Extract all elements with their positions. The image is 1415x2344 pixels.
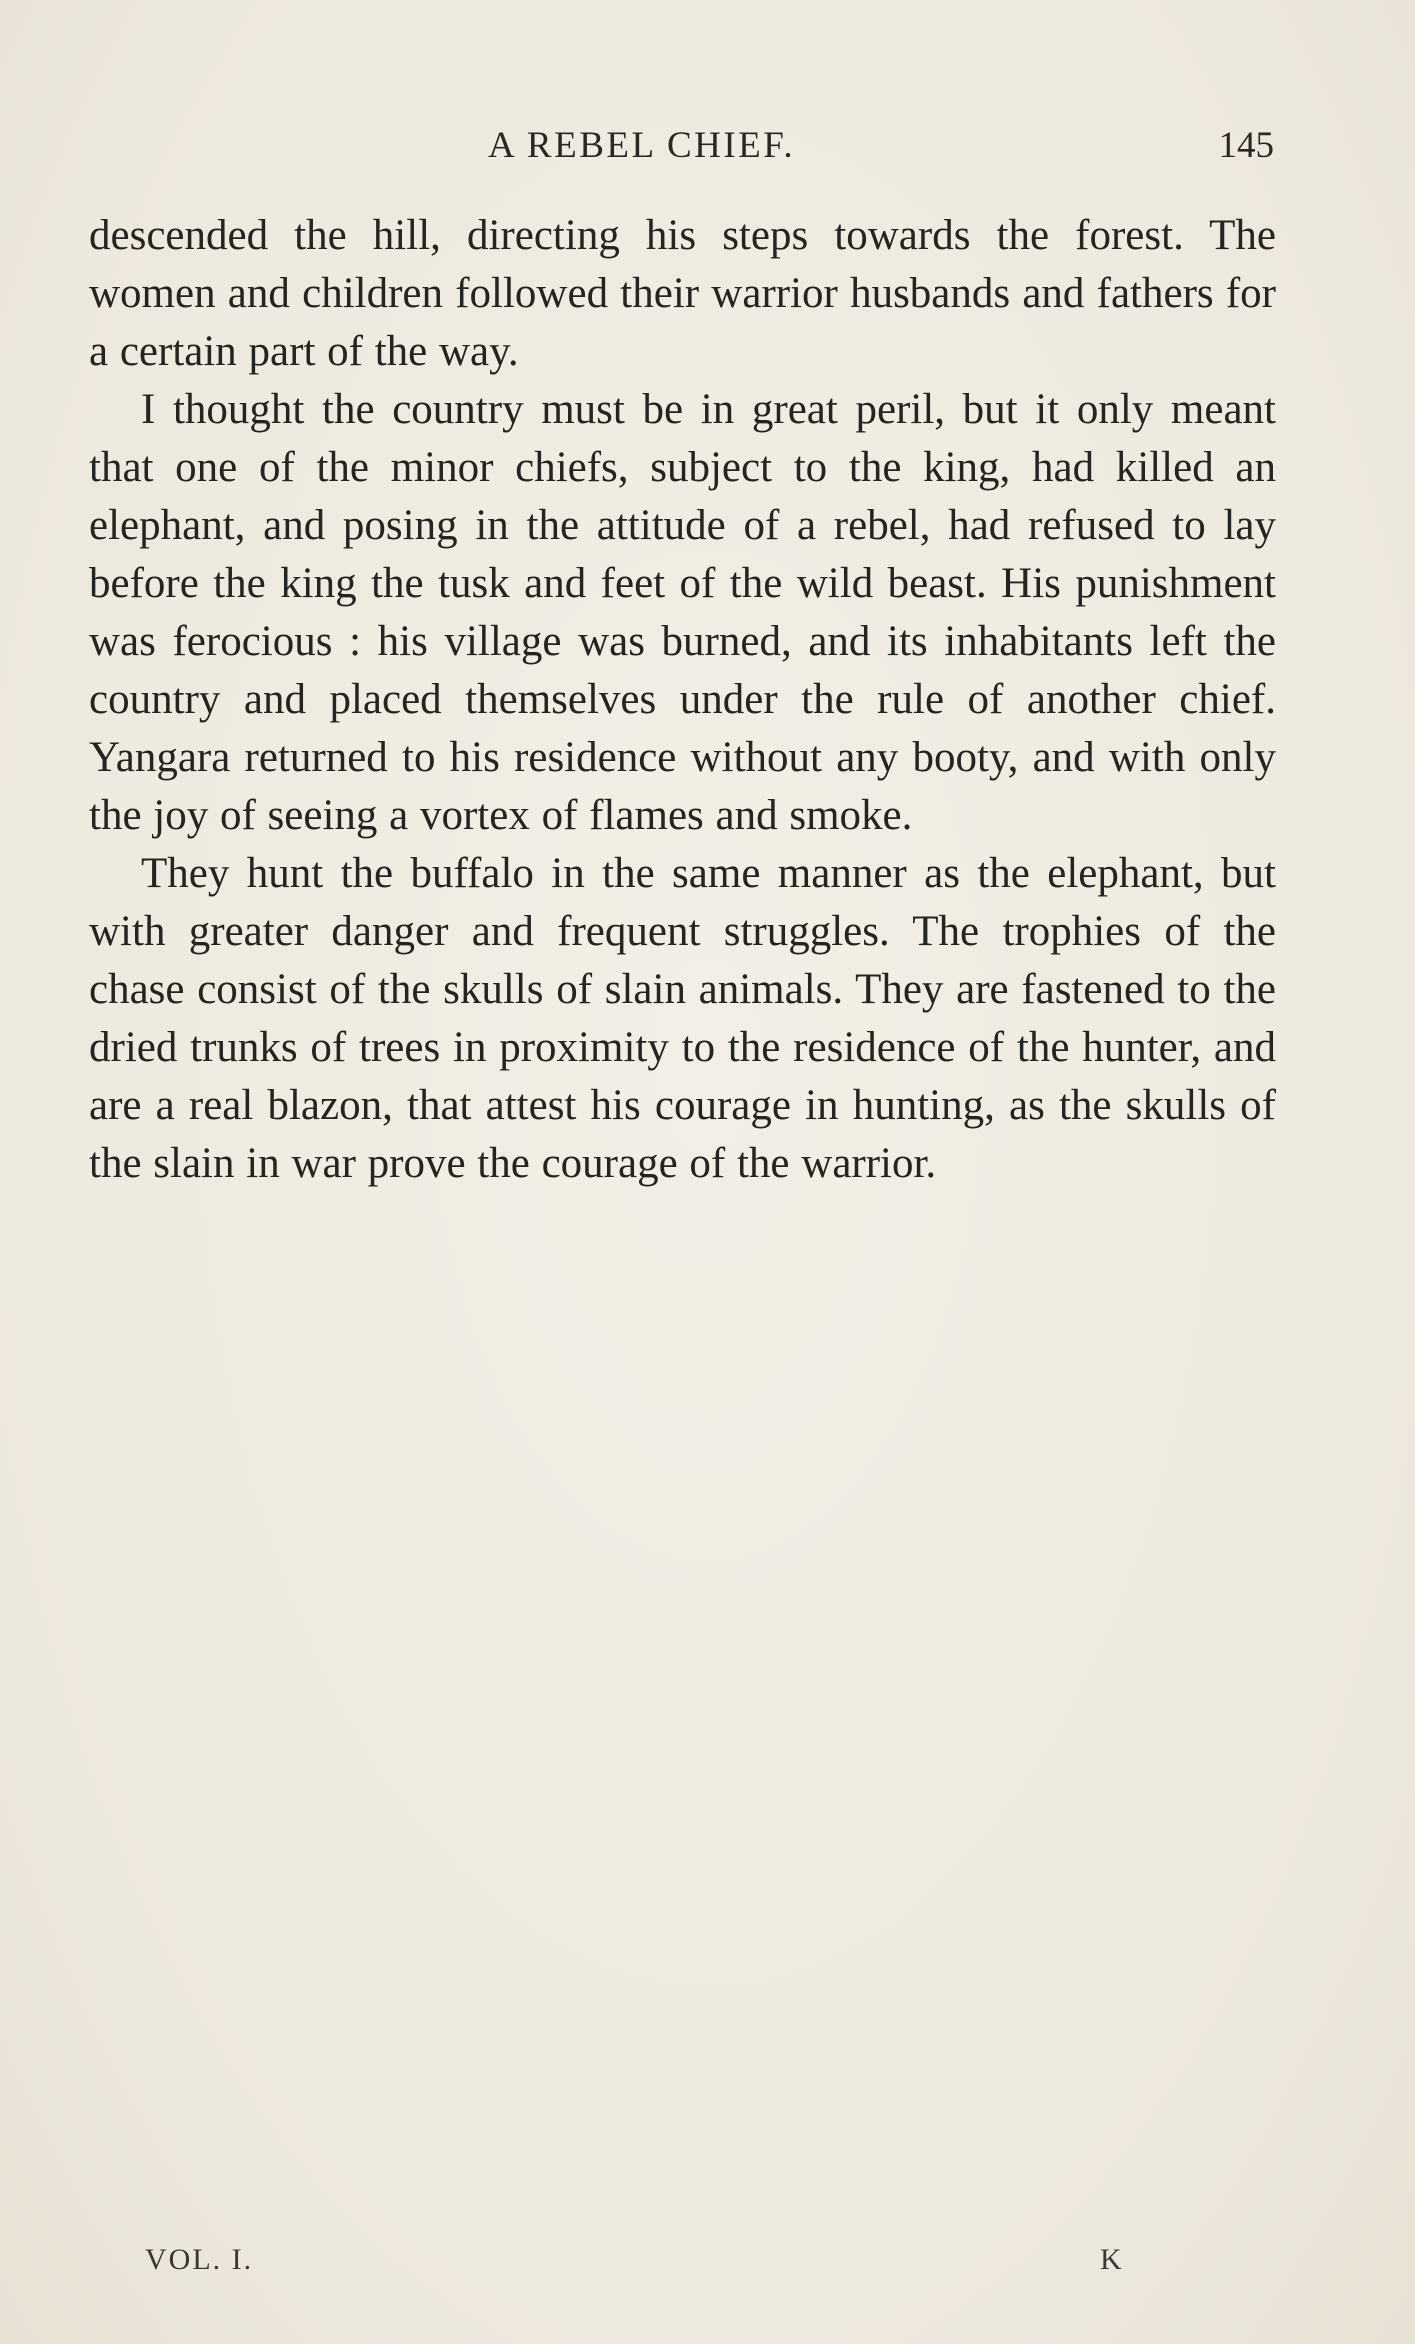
gathering-signature: K xyxy=(1100,2243,1122,2276)
running-title: A REBEL CHIEF. xyxy=(488,125,796,166)
paragraph-buffalo-hunt: They hunt the buffalo in the same manner as the elephant, but with greater danger and frequent struggles. The trophies of the chase consist of the skulls of slain animals. They are fastened to the dried trunks of trees in proximity to the residence of the hunter, and are a real blazon, that attest his courage in hunting, as the skulls of the slain in war prove the courage of the warrior. xyxy=(89,850,1276,1187)
paragraph-rebel-chief: I thought the country must be in great peril, but it only meant that one of the minor chiefs, subject to the king, had killed an elephant, and posing in the attitude of a rebel, had refused to lay before the king the tusk and feet of the wild beast. His punishment was ferocious : his village was burned, and its inhabitants left the country and placed themselves under the rule of another chief. Yangara returned to his residence without any booty, and with only the joy of seeing a vortex of flames and smoke. xyxy=(89,386,1276,839)
paragraph-continuation: descended the hill, directing his steps towards the forest. The women and children followed their warrior husbands and fathers for a certain part of the way. xyxy=(89,212,1276,375)
body-text xyxy=(89,207,1276,1193)
volume-signature: VOL. I. xyxy=(145,2243,254,2276)
page-number: 145 xyxy=(1218,125,1274,166)
